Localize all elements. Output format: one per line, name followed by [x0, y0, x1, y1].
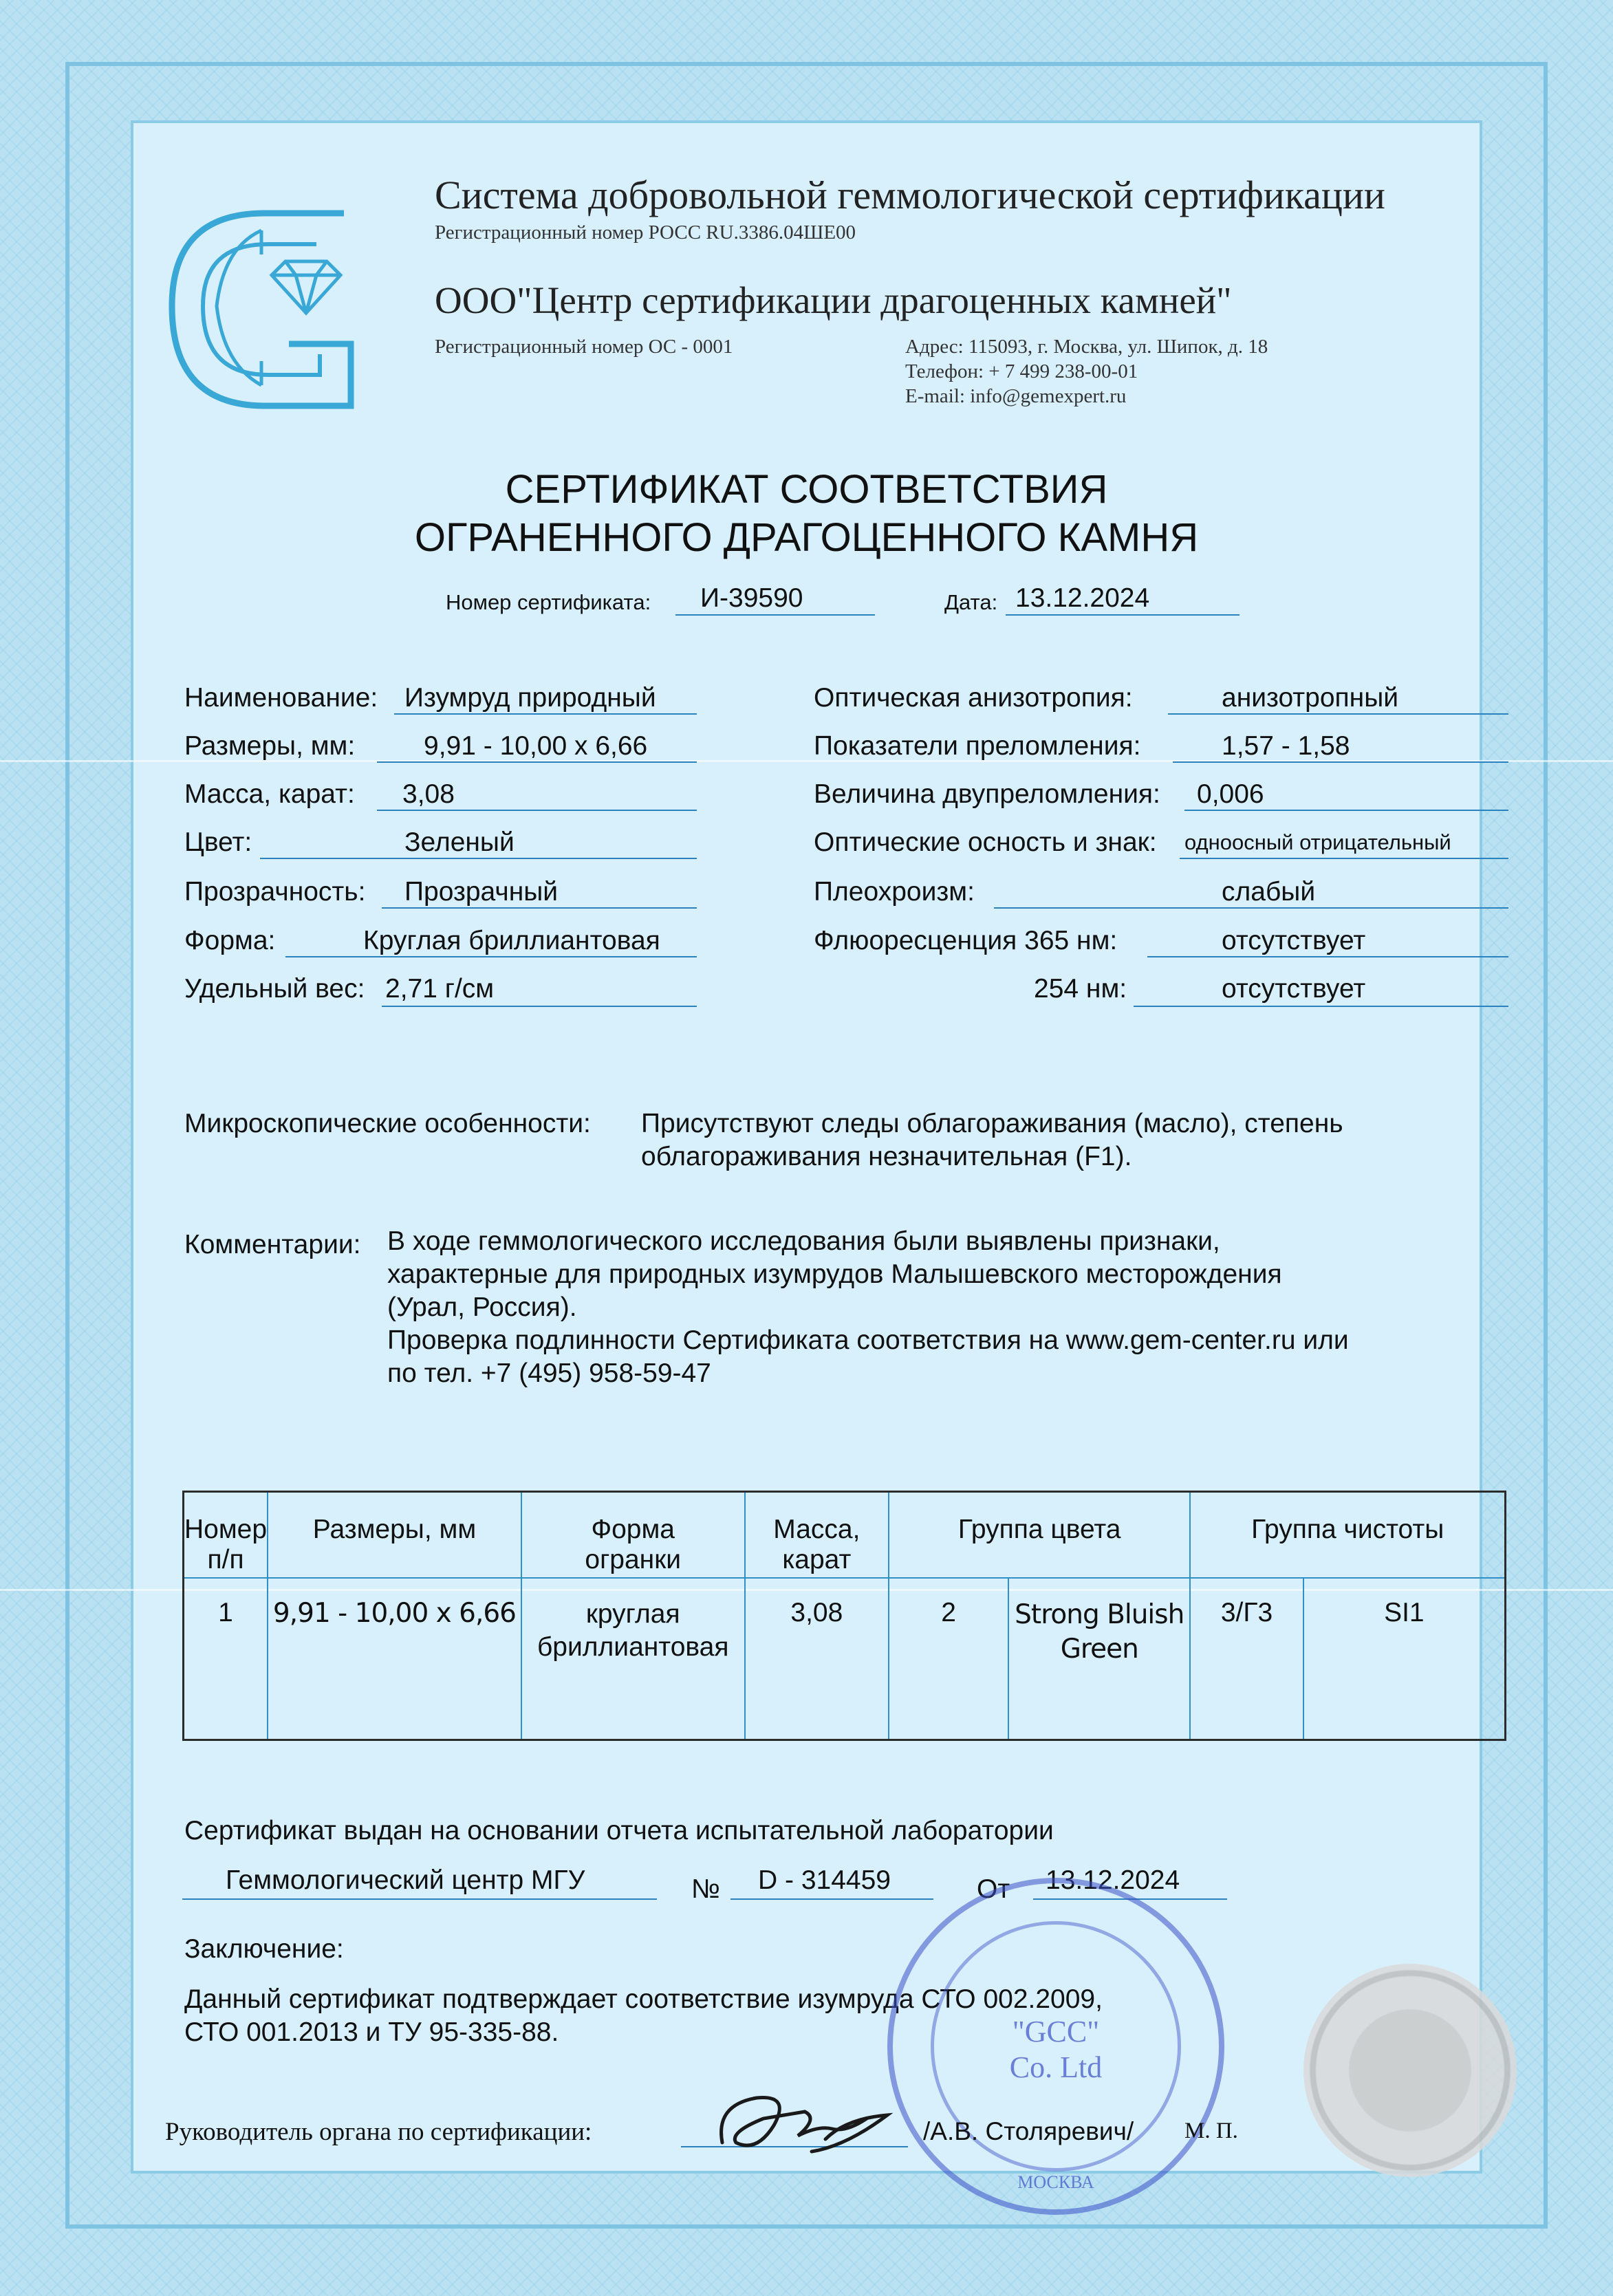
mp-label: М. П.	[1184, 2119, 1238, 2143]
comments-line: В ходе геммологического исследования были выявлены признаки,	[387, 1226, 1220, 1256]
prop-value: 3,08	[402, 779, 455, 809]
header-cell: Размеры, мм	[268, 1492, 521, 1578]
prop-label: 254 нм:	[1034, 974, 1127, 1004]
prop-label: Удельный вес:	[184, 974, 365, 1004]
org-address: Адрес: 115093, г. Москва, ул. Шипок, д. 18	[905, 336, 1268, 358]
prop-value: анизотропный	[1222, 683, 1399, 713]
prop-value: отсутствует	[1222, 926, 1366, 955]
certificate-title-line2: ОГРАНЕННОГО ДРАГОЦЕННОГО КАМНЯ	[414, 515, 1199, 560]
from-label: От	[977, 1874, 1010, 1904]
prop-value: 2,71 г/см	[385, 974, 495, 1004]
head-label: Руководитель органа по сертификации:	[165, 2118, 592, 2146]
gray-seal-icon	[1303, 1964, 1517, 2177]
prop-value: 9,91 - 10,00 х 6,66	[424, 731, 648, 761]
header-cell: Группа чистоты	[1190, 1492, 1505, 1578]
prop-value: слабый	[1222, 877, 1316, 907]
underline	[285, 956, 697, 957]
no-label: №	[691, 1874, 720, 1904]
table-header-row	[184, 1492, 1506, 1578]
underline	[1006, 614, 1239, 616]
signature-icon	[708, 2077, 908, 2167]
prop-value: одноосный отрицательный	[1184, 830, 1451, 854]
underline	[675, 614, 875, 616]
stamp-text: Co. Ltd	[1009, 2050, 1103, 2084]
system-title: Система добровольной геммологической сертификации	[435, 173, 1385, 217]
report-date: 13.12.2024	[1046, 1865, 1180, 1895]
prop-value: Зеленый	[404, 827, 515, 857]
prop-value: 1,57 - 1,58	[1222, 731, 1350, 761]
prop-label: Оптические осность и знак:	[814, 827, 1157, 857]
cell-num: 1	[184, 1578, 268, 1740]
underline	[382, 1006, 697, 1007]
prop-label: Показатели преломления:	[814, 731, 1141, 761]
header-cell: Номер п/п	[184, 1492, 268, 1578]
report-number: D - 314459	[758, 1865, 891, 1895]
conclusion-line: СТО 001.2013 и ТУ 95-335-88.	[184, 2017, 559, 2047]
org-reg-number: Регистрационный номер ОС - 0001	[435, 336, 733, 358]
underline	[1168, 713, 1508, 715]
head-name: /А.В. Столяревич/	[923, 2117, 1134, 2145]
underline	[382, 907, 697, 909]
cell-color-group: 2	[889, 1578, 1008, 1740]
conclusion-line: Данный сертификат подтверждает соответствие изумруда СТО 002.2009,	[184, 1984, 1103, 2014]
prop-label: Флюоресценция 365 нм:	[814, 926, 1118, 955]
org-phone: Телефон: + 7 499 238-00-01	[905, 360, 1138, 382]
microscopy-line: облагораживания незначительная (F1).	[641, 1142, 1132, 1171]
comments-line: (Урал, Россия).	[387, 1292, 577, 1322]
microscopy-label: Микроскопические особенности:	[184, 1109, 591, 1138]
underline	[994, 907, 1508, 909]
stamp-text: "GCC"	[1012, 2015, 1100, 2048]
comments-line: характерные для природных изумрудов Малышевского месторождения	[387, 1259, 1282, 1289]
header-cell: Группа цвета	[889, 1492, 1190, 1578]
prop-label: Цвет:	[184, 827, 252, 857]
comments-line: Проверка подлинности Сертификата соответствия на www.gem-center.ru или	[387, 1325, 1349, 1355]
org-email: E-mail: info@gemexpert.ru	[905, 385, 1127, 407]
underline	[1134, 1006, 1508, 1007]
date-label: Дата:	[944, 590, 998, 614]
underline	[377, 761, 697, 763]
cert-number-label: Номер сертификата:	[446, 590, 651, 614]
comments-label: Комментарии:	[184, 1230, 361, 1259]
prop-label: Размеры, мм:	[184, 731, 356, 761]
underline	[1173, 761, 1508, 763]
org-title: ООО"Центр сертификации драгоценных камней"	[435, 279, 1232, 321]
underline	[260, 858, 697, 859]
underline	[1180, 858, 1508, 859]
prop-value: Круглая бриллиантовая	[363, 926, 660, 955]
header-cell: Масса, карат	[745, 1492, 889, 1578]
lab-name: Геммологический центр МГУ	[226, 1865, 585, 1895]
prop-label: Величина двупреломления:	[814, 779, 1160, 809]
cell-clarity-grade: SI1	[1303, 1578, 1506, 1740]
prop-value: Изумруд природный	[404, 683, 656, 713]
cell-size: 9,91 - 10,00 х 6,66	[268, 1578, 521, 1740]
gem-logo-icon	[158, 186, 365, 423]
cert-date: 13.12.2024	[1015, 583, 1150, 613]
company-stamp	[887, 1878, 1224, 2215]
prop-value: отсутствует	[1222, 974, 1366, 1004]
stone-table	[182, 1491, 1506, 1741]
prop-value: 0,006	[1197, 779, 1264, 809]
underline	[377, 810, 697, 811]
prop-label: Наименование:	[184, 683, 378, 713]
cell-clarity-group: 3/Г3	[1190, 1578, 1303, 1740]
stamp-text: МОСКВА	[1017, 2172, 1094, 2192]
cell-mass: 3,08	[745, 1578, 889, 1740]
system-reg-number: Регистрационный номер РОСС RU.3386.04ШЕ00	[435, 221, 856, 243]
prop-label: Оптическая анизотропия:	[814, 683, 1133, 713]
basis-text: Сертификат выдан на основании отчета испытательной лаборатории	[184, 1816, 1054, 1845]
cert-number: И-39590	[700, 583, 803, 613]
cell-shape: круглая бриллиантовая	[521, 1578, 745, 1740]
prop-label: Форма:	[184, 926, 276, 955]
conclusion-label: Заключение:	[184, 1934, 344, 1964]
underline	[1184, 810, 1508, 811]
header-cell: Форма огранки	[521, 1492, 745, 1578]
underline	[394, 713, 697, 715]
underline	[182, 1898, 657, 1900]
prop-value: Прозрачный	[404, 877, 559, 907]
underline	[1147, 956, 1508, 957]
certificate-title-line1: СЕРТИФИКАТ СООТВЕТСТВИЯ	[505, 467, 1108, 512]
comments-line: по тел. +7 (495) 958-59-47	[387, 1358, 711, 1388]
prop-label: Масса, карат:	[184, 779, 355, 809]
cell-color-name: Strong Bluish Green	[1008, 1578, 1190, 1740]
microscopy-line: Присутствуют следы облагораживания (масло), степень	[641, 1109, 1343, 1138]
prop-label: Прозрачность:	[184, 877, 366, 907]
underline	[730, 1898, 933, 1900]
prop-label: Плеохроизм:	[814, 877, 975, 907]
table-row	[184, 1578, 1506, 1740]
